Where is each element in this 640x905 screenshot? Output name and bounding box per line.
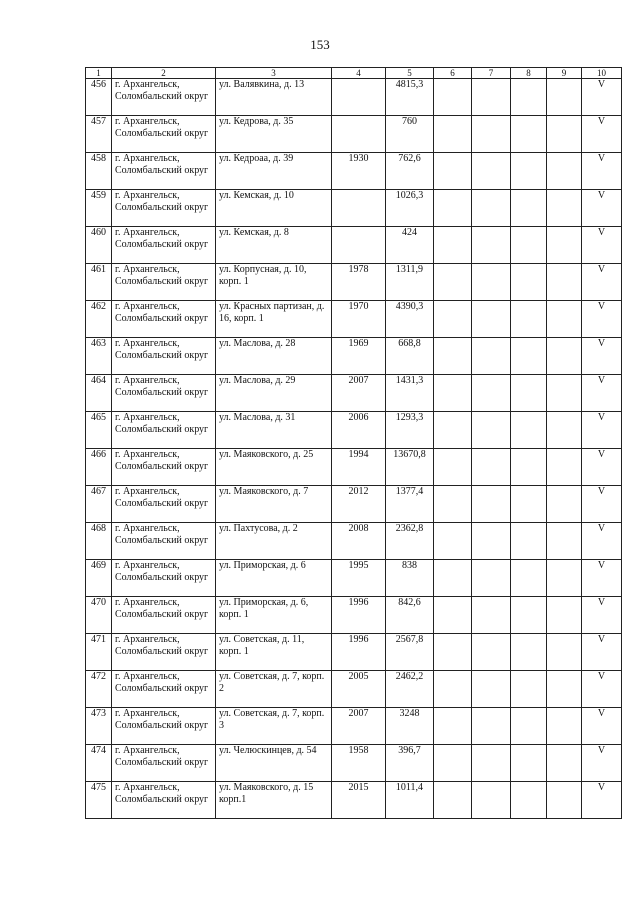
column-header: 5 bbox=[386, 68, 434, 79]
column-7-cell bbox=[472, 449, 511, 486]
column-9-cell bbox=[547, 301, 582, 338]
column-6-cell bbox=[434, 782, 472, 819]
mark-cell: V bbox=[582, 523, 622, 560]
area-cell: 4390,3 bbox=[386, 301, 434, 338]
column-header: 3 bbox=[216, 68, 332, 79]
row-number-cell: 471 bbox=[86, 634, 112, 671]
column-8-cell bbox=[511, 301, 547, 338]
address-cell: ул. Кемская, д. 10 bbox=[216, 190, 332, 227]
column-9-cell bbox=[547, 338, 582, 375]
row-number-cell: 459 bbox=[86, 190, 112, 227]
year-built-cell bbox=[332, 227, 386, 264]
area-cell: 1377,4 bbox=[386, 486, 434, 523]
column-header: 7 bbox=[472, 68, 511, 79]
column-9-cell bbox=[547, 671, 582, 708]
location-cell: г. Архангельск, Соломбальский округ bbox=[112, 560, 216, 597]
row-number-cell: 456 bbox=[86, 79, 112, 116]
address-cell: ул. Приморская, д. 6 bbox=[216, 560, 332, 597]
column-7-cell bbox=[472, 153, 511, 190]
mark-cell: V bbox=[582, 634, 622, 671]
column-8-cell bbox=[511, 190, 547, 227]
year-built-cell bbox=[332, 190, 386, 227]
year-built-cell: 2012 bbox=[332, 486, 386, 523]
row-number-cell: 457 bbox=[86, 116, 112, 153]
column-8-cell bbox=[511, 264, 547, 301]
area-cell: 1293,3 bbox=[386, 412, 434, 449]
year-built-cell: 1996 bbox=[332, 597, 386, 634]
mark-cell: V bbox=[582, 375, 622, 412]
address-cell: ул. Приморская, д. 6, корп. 1 bbox=[216, 597, 332, 634]
location-cell: г. Архангельск, Соломбальский округ bbox=[112, 486, 216, 523]
table-body bbox=[86, 79, 622, 819]
column-9-cell bbox=[547, 597, 582, 634]
column-6-cell bbox=[434, 634, 472, 671]
year-built-cell: 2005 bbox=[332, 671, 386, 708]
column-8-cell bbox=[511, 708, 547, 745]
row-number-cell: 463 bbox=[86, 338, 112, 375]
column-8-cell bbox=[511, 449, 547, 486]
column-6-cell bbox=[434, 79, 472, 116]
column-6-cell bbox=[434, 264, 472, 301]
row-number-cell: 466 bbox=[86, 449, 112, 486]
year-built-cell bbox=[332, 79, 386, 116]
row-number-cell: 461 bbox=[86, 264, 112, 301]
table-row bbox=[86, 190, 622, 227]
column-9-cell bbox=[547, 153, 582, 190]
row-number-cell: 470 bbox=[86, 597, 112, 634]
area-cell: 396,7 bbox=[386, 745, 434, 782]
column-8-cell bbox=[511, 745, 547, 782]
column-9-cell bbox=[547, 227, 582, 264]
column-9-cell bbox=[547, 634, 582, 671]
mark-cell: V bbox=[582, 412, 622, 449]
address-cell: ул. Маяковского, д. 7 bbox=[216, 486, 332, 523]
page-number: 153 bbox=[310, 37, 330, 52]
table-row bbox=[86, 375, 622, 412]
column-8-cell bbox=[511, 412, 547, 449]
column-9-cell bbox=[547, 116, 582, 153]
column-8-cell bbox=[511, 375, 547, 412]
column-7-cell bbox=[472, 301, 511, 338]
column-7-cell bbox=[472, 338, 511, 375]
year-built-cell: 1978 bbox=[332, 264, 386, 301]
table-row bbox=[86, 560, 622, 597]
row-number-cell: 462 bbox=[86, 301, 112, 338]
row-number-cell: 467 bbox=[86, 486, 112, 523]
column-9-cell bbox=[547, 782, 582, 819]
address-cell: ул. Маслова, д. 29 bbox=[216, 375, 332, 412]
row-number-cell: 473 bbox=[86, 708, 112, 745]
column-9-cell bbox=[547, 449, 582, 486]
address-cell: ул. Советская, д. 7, корп. 3 bbox=[216, 708, 332, 745]
year-built-cell: 1995 bbox=[332, 560, 386, 597]
column-9-cell bbox=[547, 745, 582, 782]
column-header: 8 bbox=[511, 68, 547, 79]
address-cell: ул. Маяковского, д. 25 bbox=[216, 449, 332, 486]
area-cell: 2462,2 bbox=[386, 671, 434, 708]
location-cell: г. Архангельск, Соломбальский округ bbox=[112, 264, 216, 301]
location-cell: г. Архангельск, Соломбальский округ bbox=[112, 338, 216, 375]
year-built-cell: 2007 bbox=[332, 708, 386, 745]
address-cell: ул. Советская, д. 7, корп. 2 bbox=[216, 671, 332, 708]
housing-registry-table bbox=[85, 67, 622, 819]
column-6-cell bbox=[434, 560, 472, 597]
column-7-cell bbox=[472, 412, 511, 449]
area-cell: 3248 bbox=[386, 708, 434, 745]
row-number-cell: 475 bbox=[86, 782, 112, 819]
table-row bbox=[86, 227, 622, 264]
mark-cell: V bbox=[582, 301, 622, 338]
column-number-row bbox=[86, 68, 622, 79]
table-row bbox=[86, 264, 622, 301]
column-6-cell bbox=[434, 449, 472, 486]
column-7-cell bbox=[472, 523, 511, 560]
address-cell: ул. Маяковского, д. 15 корп.1 bbox=[216, 782, 332, 819]
column-6-cell bbox=[434, 116, 472, 153]
location-cell: г. Архангельск, Соломбальский округ bbox=[112, 412, 216, 449]
table-row bbox=[86, 338, 622, 375]
location-cell: г. Архангельск, Соломбальский округ bbox=[112, 375, 216, 412]
column-7-cell bbox=[472, 227, 511, 264]
mark-cell: V bbox=[582, 745, 622, 782]
column-9-cell bbox=[547, 190, 582, 227]
year-built-cell: 1970 bbox=[332, 301, 386, 338]
column-8-cell bbox=[511, 671, 547, 708]
column-9-cell bbox=[547, 375, 582, 412]
table-row bbox=[86, 782, 622, 819]
table-row bbox=[86, 671, 622, 708]
year-built-cell: 2007 bbox=[332, 375, 386, 412]
year-built-cell: 1930 bbox=[332, 153, 386, 190]
mark-cell: V bbox=[582, 264, 622, 301]
address-cell: ул. Советская, д. 11, корп. 1 bbox=[216, 634, 332, 671]
column-7-cell bbox=[472, 560, 511, 597]
year-built-cell: 1969 bbox=[332, 338, 386, 375]
mark-cell: V bbox=[582, 597, 622, 634]
column-7-cell bbox=[472, 190, 511, 227]
column-8-cell bbox=[511, 227, 547, 264]
column-7-cell bbox=[472, 116, 511, 153]
table-row bbox=[86, 79, 622, 116]
table-row bbox=[86, 449, 622, 486]
area-cell: 424 bbox=[386, 227, 434, 264]
table-row bbox=[86, 597, 622, 634]
column-8-cell bbox=[511, 782, 547, 819]
column-6-cell bbox=[434, 412, 472, 449]
column-6-cell bbox=[434, 375, 472, 412]
column-6-cell bbox=[434, 671, 472, 708]
column-6-cell bbox=[434, 227, 472, 264]
column-header: 9 bbox=[547, 68, 582, 79]
column-6-cell bbox=[434, 190, 472, 227]
column-8-cell bbox=[511, 597, 547, 634]
row-number-cell: 469 bbox=[86, 560, 112, 597]
address-cell: ул. Кедроаа, д. 39 bbox=[216, 153, 332, 190]
column-header: 1 bbox=[86, 68, 112, 79]
column-8-cell bbox=[511, 153, 547, 190]
column-6-cell bbox=[434, 301, 472, 338]
address-cell: ул. Красных партизан, д. 16, корп. 1 bbox=[216, 301, 332, 338]
column-9-cell bbox=[547, 264, 582, 301]
mark-cell: V bbox=[582, 227, 622, 264]
row-number-cell: 468 bbox=[86, 523, 112, 560]
location-cell: г. Архангельск, Соломбальский округ bbox=[112, 116, 216, 153]
address-cell: ул. Кедрова, д. 35 bbox=[216, 116, 332, 153]
table-row bbox=[86, 153, 622, 190]
mark-cell: V bbox=[582, 782, 622, 819]
column-7-cell bbox=[472, 264, 511, 301]
column-7-cell bbox=[472, 486, 511, 523]
year-built-cell: 1996 bbox=[332, 634, 386, 671]
table-row bbox=[86, 708, 622, 745]
column-8-cell bbox=[511, 634, 547, 671]
area-cell: 1026,3 bbox=[386, 190, 434, 227]
column-9-cell bbox=[547, 79, 582, 116]
column-8-cell bbox=[511, 338, 547, 375]
table-row bbox=[86, 412, 622, 449]
address-cell: ул. Маслова, д. 28 bbox=[216, 338, 332, 375]
column-6-cell bbox=[434, 486, 472, 523]
year-built-cell: 2015 bbox=[332, 782, 386, 819]
area-cell: 2567,8 bbox=[386, 634, 434, 671]
column-header: 4 bbox=[332, 68, 386, 79]
mark-cell: V bbox=[582, 190, 622, 227]
mark-cell: V bbox=[582, 449, 622, 486]
location-cell: г. Архангельск, Соломбальский округ bbox=[112, 227, 216, 264]
area-cell: 1431,3 bbox=[386, 375, 434, 412]
area-cell: 13670,8 bbox=[386, 449, 434, 486]
area-cell: 2362,8 bbox=[386, 523, 434, 560]
table-row bbox=[86, 486, 622, 523]
column-header: 6 bbox=[434, 68, 472, 79]
row-number-cell: 465 bbox=[86, 412, 112, 449]
location-cell: г. Архангельск, Соломбальский округ bbox=[112, 153, 216, 190]
table-row bbox=[86, 116, 622, 153]
address-cell: ул. Корпусная, д. 10, корп. 1 bbox=[216, 264, 332, 301]
table-row bbox=[86, 301, 622, 338]
area-cell: 838 bbox=[386, 560, 434, 597]
mark-cell: V bbox=[582, 153, 622, 190]
year-built-cell bbox=[332, 116, 386, 153]
column-7-cell bbox=[472, 671, 511, 708]
address-cell: ул. Кемская, д. 8 bbox=[216, 227, 332, 264]
area-cell: 1011,4 bbox=[386, 782, 434, 819]
column-9-cell bbox=[547, 486, 582, 523]
mark-cell: V bbox=[582, 79, 622, 116]
column-9-cell bbox=[547, 412, 582, 449]
column-8-cell bbox=[511, 560, 547, 597]
column-8-cell bbox=[511, 116, 547, 153]
mark-cell: V bbox=[582, 116, 622, 153]
column-8-cell bbox=[511, 486, 547, 523]
column-6-cell bbox=[434, 745, 472, 782]
area-cell: 842,6 bbox=[386, 597, 434, 634]
location-cell: г. Архангельск, Соломбальский округ bbox=[112, 449, 216, 486]
address-cell: ул. Челюскинцев, д. 54 bbox=[216, 745, 332, 782]
area-cell: 762,6 bbox=[386, 153, 434, 190]
mark-cell: V bbox=[582, 671, 622, 708]
table-row bbox=[86, 523, 622, 560]
year-built-cell: 1994 bbox=[332, 449, 386, 486]
location-cell: г. Архангельск, Соломбальский округ bbox=[112, 745, 216, 782]
column-7-cell bbox=[472, 782, 511, 819]
address-cell: ул. Валявкина, д. 13 bbox=[216, 79, 332, 116]
row-number-cell: 464 bbox=[86, 375, 112, 412]
location-cell: г. Архангельск, Соломбальский округ bbox=[112, 301, 216, 338]
location-cell: г. Архангельск, Соломбальский округ bbox=[112, 190, 216, 227]
address-cell: ул. Маслова, д. 31 bbox=[216, 412, 332, 449]
location-cell: г. Архангельск, Соломбальский округ bbox=[112, 79, 216, 116]
column-header: 10 bbox=[582, 68, 622, 79]
row-number-cell: 460 bbox=[86, 227, 112, 264]
column-6-cell bbox=[434, 708, 472, 745]
year-built-cell: 2006 bbox=[332, 412, 386, 449]
mark-cell: V bbox=[582, 338, 622, 375]
column-7-cell bbox=[472, 708, 511, 745]
column-header: 2 bbox=[112, 68, 216, 79]
column-9-cell bbox=[547, 560, 582, 597]
year-built-cell: 2008 bbox=[332, 523, 386, 560]
column-6-cell bbox=[434, 523, 472, 560]
table-row bbox=[86, 634, 622, 671]
table-row bbox=[86, 745, 622, 782]
column-7-cell bbox=[472, 79, 511, 116]
mark-cell: V bbox=[582, 486, 622, 523]
column-7-cell bbox=[472, 375, 511, 412]
column-6-cell bbox=[434, 597, 472, 634]
mark-cell: V bbox=[582, 708, 622, 745]
row-number-cell: 474 bbox=[86, 745, 112, 782]
column-7-cell bbox=[472, 745, 511, 782]
column-8-cell bbox=[511, 79, 547, 116]
location-cell: г. Архангельск, Соломбальский округ bbox=[112, 597, 216, 634]
area-cell: 668,8 bbox=[386, 338, 434, 375]
location-cell: г. Архангельск, Соломбальский округ bbox=[112, 671, 216, 708]
location-cell: г. Архангельск, Соломбальский округ bbox=[112, 708, 216, 745]
column-6-cell bbox=[434, 153, 472, 190]
column-9-cell bbox=[547, 708, 582, 745]
year-built-cell: 1958 bbox=[332, 745, 386, 782]
column-9-cell bbox=[547, 523, 582, 560]
address-cell: ул. Пахтусова, д. 2 bbox=[216, 523, 332, 560]
area-cell: 4815,3 bbox=[386, 79, 434, 116]
area-cell: 1311,9 bbox=[386, 264, 434, 301]
mark-cell: V bbox=[582, 560, 622, 597]
column-6-cell bbox=[434, 338, 472, 375]
row-number-cell: 472 bbox=[86, 671, 112, 708]
location-cell: г. Архангельск, Соломбальский округ bbox=[112, 634, 216, 671]
location-cell: г. Архангельск, Соломбальский округ bbox=[112, 523, 216, 560]
column-7-cell bbox=[472, 597, 511, 634]
location-cell: г. Архангельск, Соломбальский округ bbox=[112, 782, 216, 819]
row-number-cell: 458 bbox=[86, 153, 112, 190]
area-cell: 760 bbox=[386, 116, 434, 153]
column-8-cell bbox=[511, 523, 547, 560]
column-7-cell bbox=[472, 634, 511, 671]
